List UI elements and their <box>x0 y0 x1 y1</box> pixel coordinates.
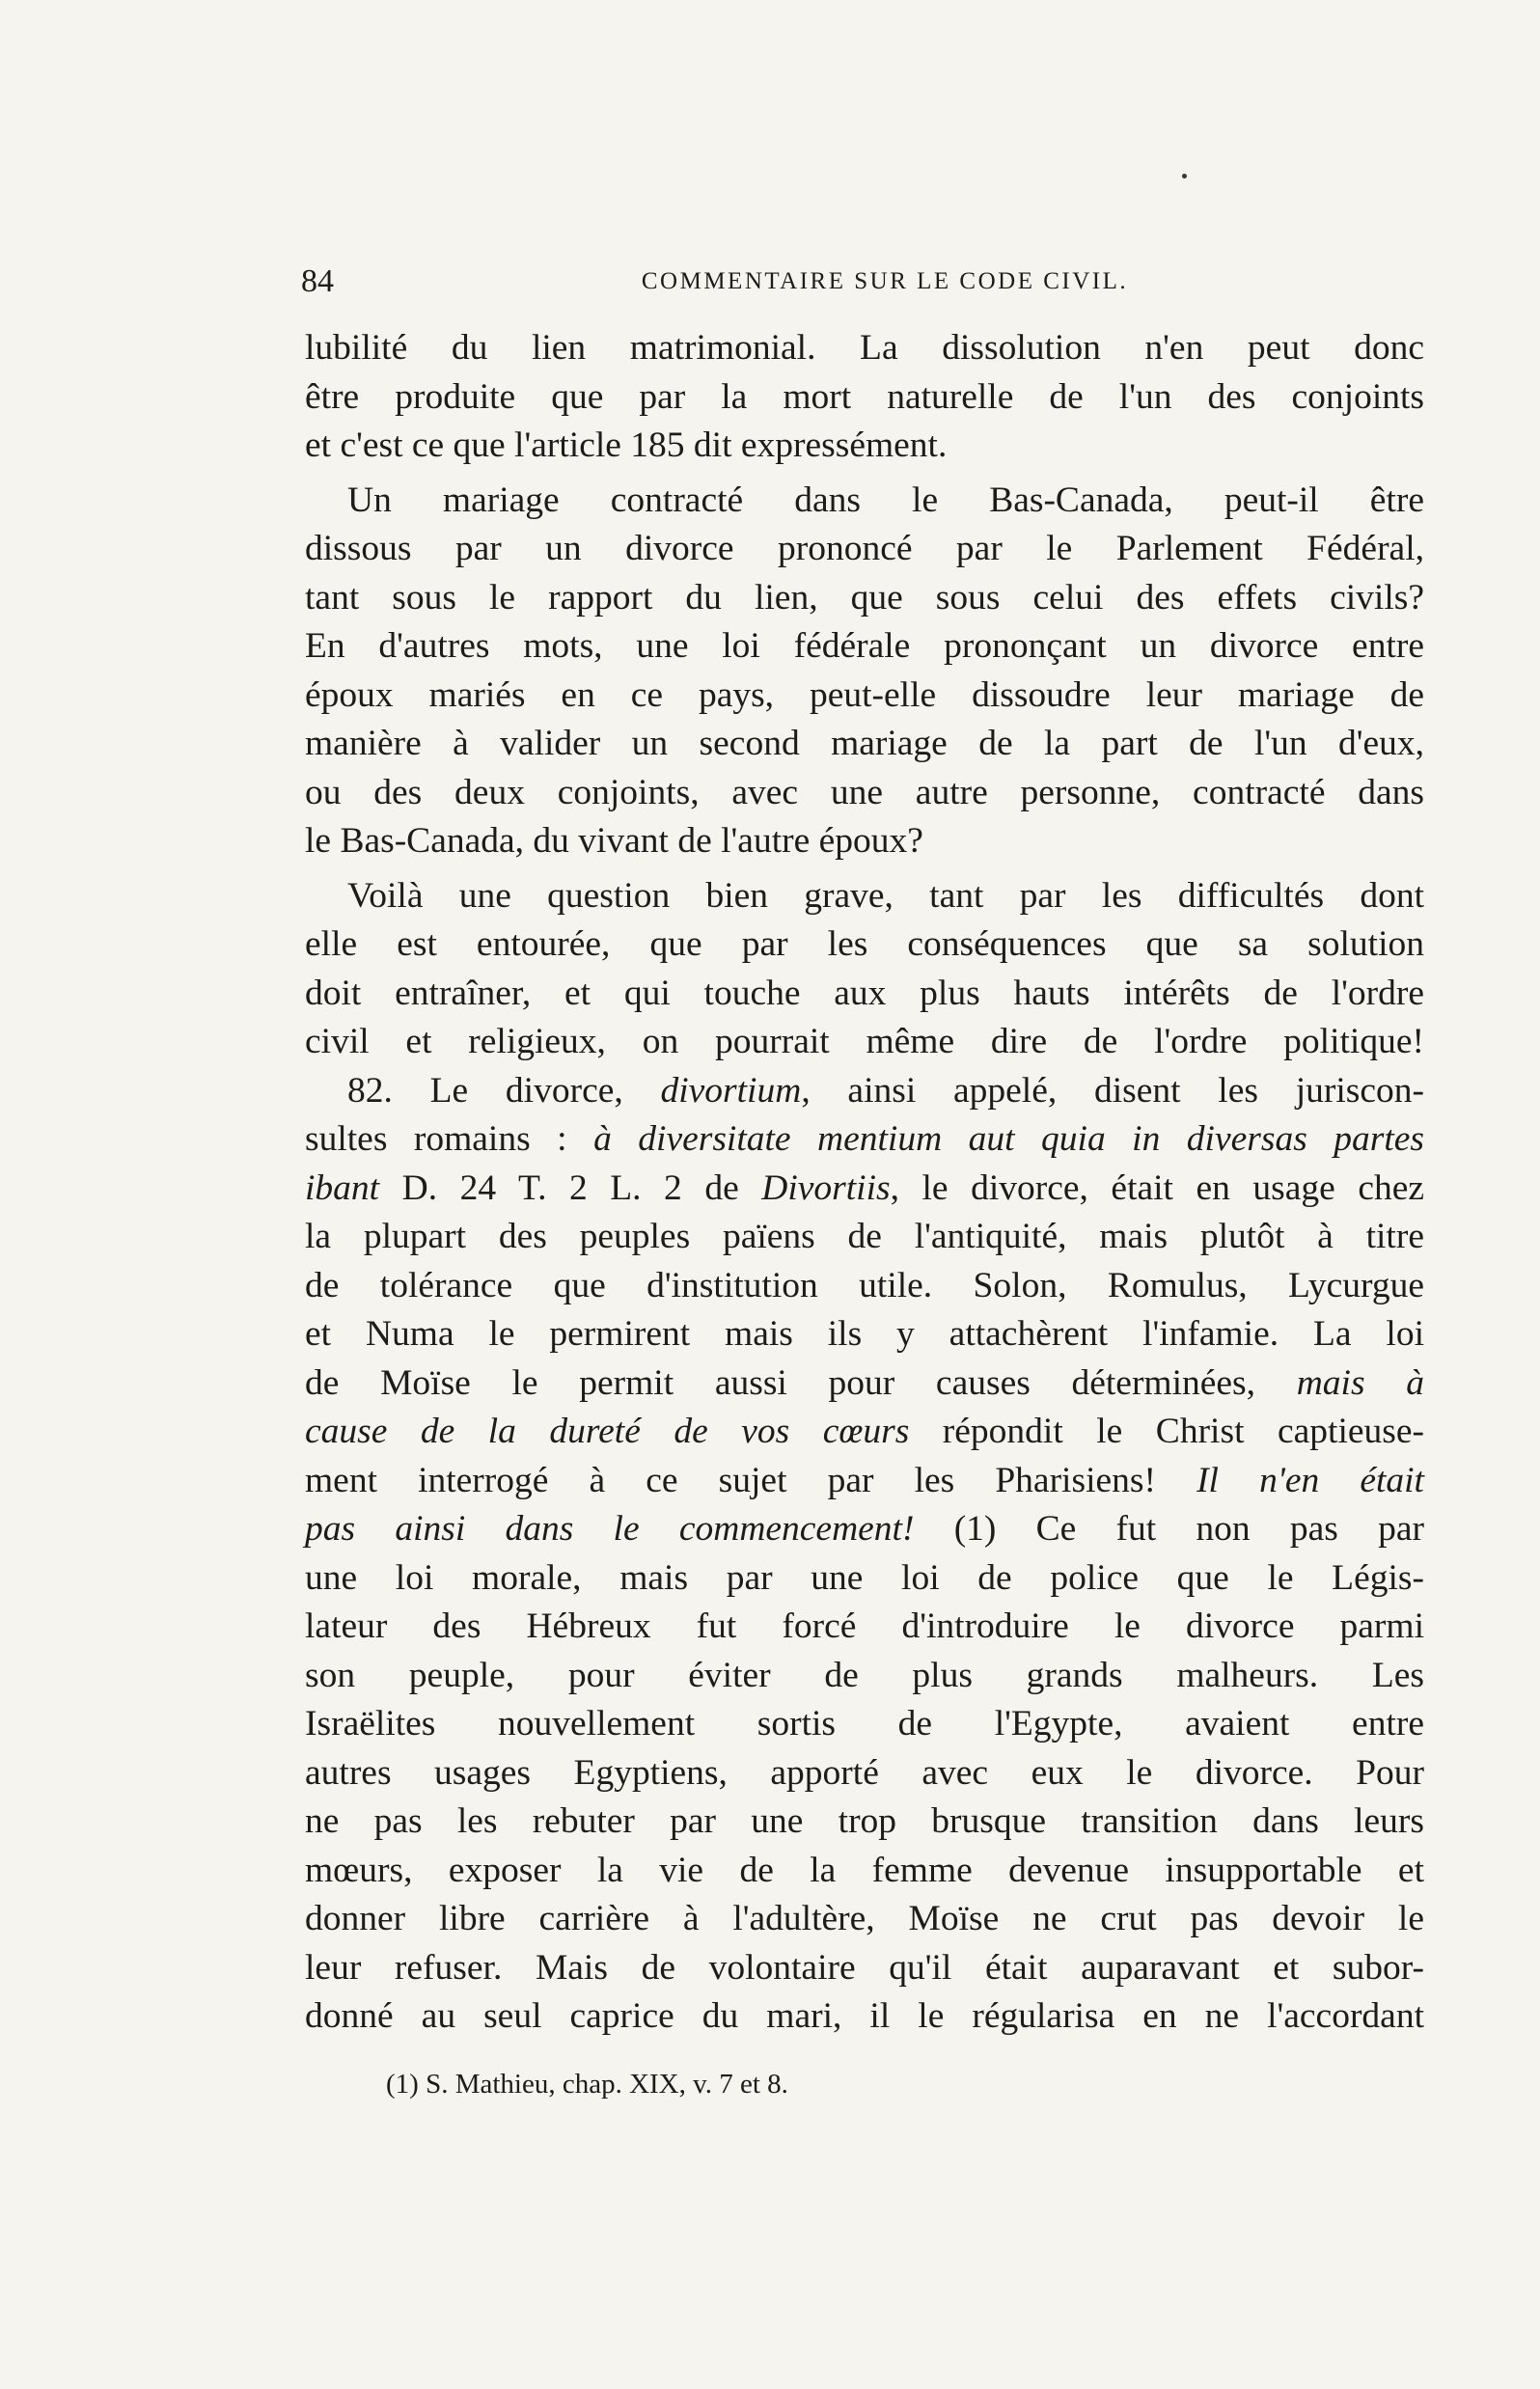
text-line: dissous par un divorce prononcé par le Parlement Fédéral, <box>305 529 1424 568</box>
italic-phrase: mais à <box>1296 1362 1424 1403</box>
text-line: de tolérance que d'institution utile. Solon, Romulus, Lycurgue <box>305 1265 1424 1305</box>
text-line: ibant D. 24 T. 2 L. 2 de Divortiis, le divorce, était en usage chez <box>305 1167 1425 1208</box>
text-line: et c'est ce que l'article 185 dit expressément. <box>305 426 948 465</box>
italic-phrase: cause de la dureté de vos cœurs <box>305 1412 910 1451</box>
text-line: époux mariés en ce pays, peut-elle dissoudre leur mariage de <box>305 674 1424 715</box>
text-line: une loi morale, mais par une loi de police que le Légis- <box>305 1557 1424 1598</box>
text-line: Un mariage contracté dans le Bas-Canada, peut-il être <box>347 480 1424 520</box>
text-line: Israëlites nouvellement sortis de l'Egypte, avaient entre <box>305 1704 1424 1744</box>
text-line: doit entraîner, et qui touche aux plus hauts intérêts de l'ordre <box>305 973 1424 1013</box>
text-line: mœurs, exposer la vie de la femme devenue insupportable et <box>305 1850 1424 1890</box>
text-line: sultes romains : à diversitate mentium aut quia in diversas partes <box>305 1119 1425 1159</box>
body-text <box>305 324 1424 2042</box>
italic-phrase: pas ainsi dans le commencement! <box>305 1509 915 1549</box>
text-line: son peuple, pour éviter de plus grands malheurs. Les <box>305 1655 1424 1695</box>
footnote: (1) S. Mathieu, chap. XIX, v. 7 et 8. <box>386 2069 788 2100</box>
italic-phrase: ibant <box>305 1167 380 1208</box>
text-line: leur refuser. Mais de volontaire qu'il était auparavant et subor- <box>305 1947 1424 1988</box>
text-line: être produite que par la mort naturelle de l'un des conjoints <box>305 376 1424 417</box>
italic-phrase: à diversitate mentium aut quia in diversas partes <box>593 1119 1425 1159</box>
text-line: lubilité du lien matrimonial. La dissolution n'en peut donc <box>305 328 1424 368</box>
text-line: En d'autres mots, une loi fédérale prononçant un divorce entre <box>305 626 1424 666</box>
text-line: tant sous le rapport du lien, que sous celui des effets civils? <box>305 577 1424 618</box>
text-line: ne pas les rebuter par une trop brusque transition dans leurs <box>305 1801 1424 1841</box>
paragraph-3 <box>305 872 1424 1067</box>
text-line: autres usages Egyptiens, apporté avec eux le divorce. Pour <box>305 1752 1424 1793</box>
paragraph-2 <box>305 477 1424 866</box>
text-line: 82. Le divorce, divortium, ainsi appelé, disent les juriscon- <box>347 1070 1424 1111</box>
paragraph-4 <box>305 1067 1424 2042</box>
text-line: elle est entourée, que par les conséquences que sa solution <box>305 924 1424 964</box>
text-line: et Numa le permirent mais ils y attachèrent l'infamie. La loi <box>305 1314 1424 1354</box>
text-line: cause de la dureté de vos cœurs répondit le Christ captieuse- <box>305 1412 1424 1451</box>
italic-phrase: divortium <box>660 1070 802 1111</box>
text-line: manière à valider un second mariage de la part de l'un d'eux, <box>305 724 1424 763</box>
text-line: donner libre carrière à l'adultère, Moïse ne crut pas devoir le <box>305 1899 1424 1938</box>
italic-phrase: Divortiis <box>761 1167 891 1208</box>
text-line: le Bas-Canada, du vivant de l'autre époux? <box>305 821 923 861</box>
text-line: ment interrogé à ce sujet par les Pharisiens! Il n'en était <box>305 1460 1424 1500</box>
running-title: COMMENTAIRE SUR LE CODE CIVIL. <box>641 268 1129 294</box>
text-line: ou des deux conjoints, avec une autre personne, contracté dans <box>305 772 1424 812</box>
text-line: lateur des Hébreux fut forcé d'introduire le divorce parmi <box>305 1606 1424 1646</box>
print-speck <box>1182 174 1187 178</box>
italic-phrase: Il n'en était <box>1196 1460 1424 1500</box>
text-line: Voilà une question bien grave, tant par les difficultés dont <box>347 875 1424 916</box>
text-line: pas ainsi dans le commencement! (1) Ce fut non pas par <box>305 1509 1424 1549</box>
running-head <box>301 261 1411 303</box>
text-line: de Moïse le permit aussi pour causes déterminées, mais à <box>305 1362 1424 1403</box>
text-line: la plupart des peuples païens de l'antiquité, mais plutôt à titre <box>305 1217 1424 1256</box>
text-line: donné au seul caprice du mari, il le régularisa en ne l'accordant <box>305 1996 1424 2036</box>
text-line: civil et religieux, on pourrait même dire de l'ordre politique! <box>305 1022 1424 1061</box>
paragraph-1 <box>305 324 1424 471</box>
page-number: 84 <box>301 263 334 299</box>
